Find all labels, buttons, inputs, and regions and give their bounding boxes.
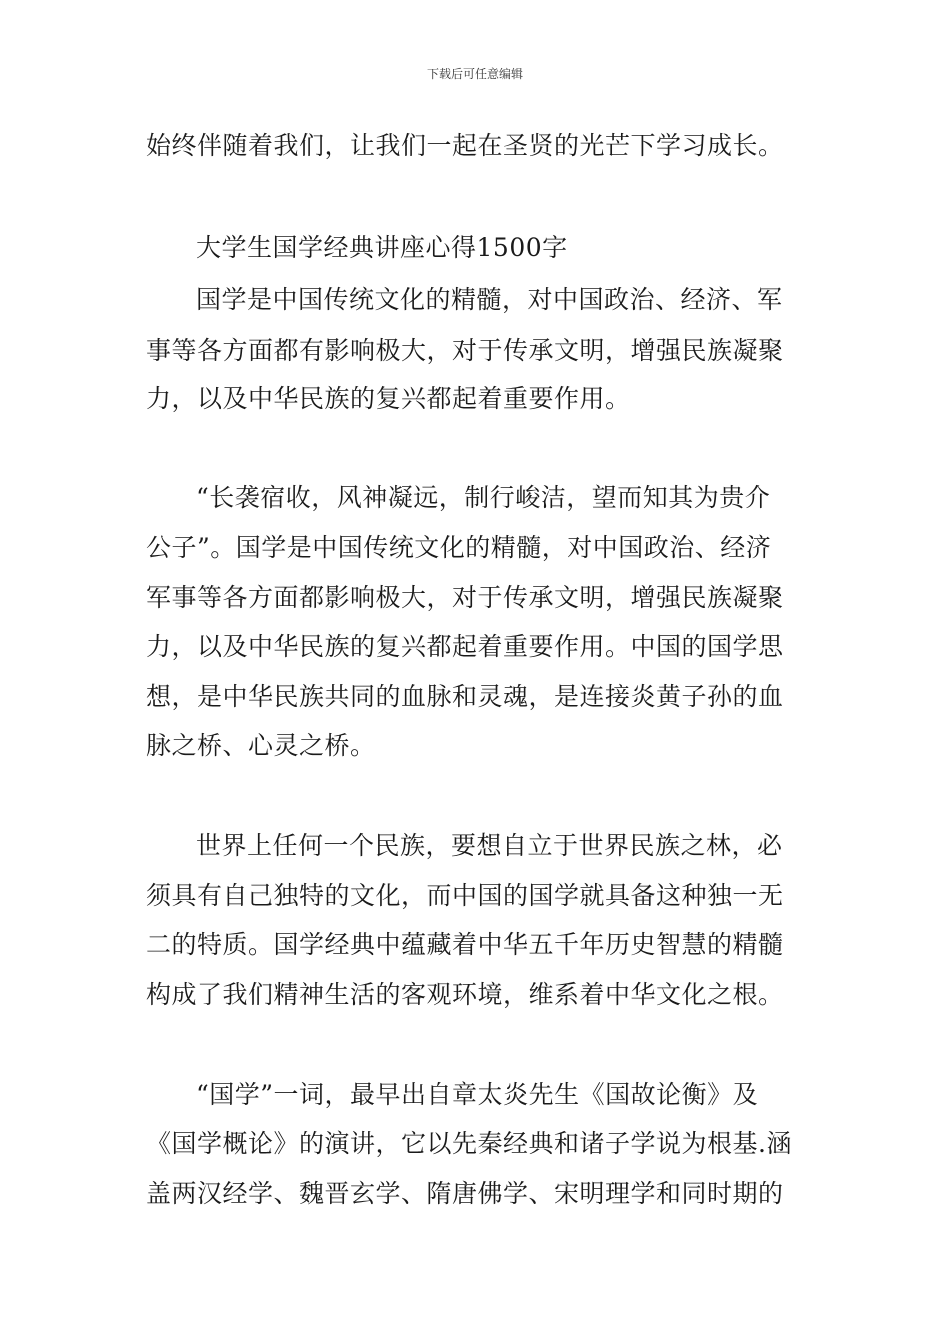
text-line: “长袭宿收，风神凝远，制行峻洁，望而知其为贵介: [196, 483, 771, 512]
text-line: 《国学概论》的演讲，它以先秦经典和诸子学说为根基.涵: [146, 1129, 792, 1158]
text-line: 世界上任何一个民族，要想自立于世界民族之林，必: [196, 831, 783, 860]
text-line: 国学是中国传统文化的精髓，对中国政治、经济、军: [196, 285, 783, 314]
text-line: 盖两汉经学、魏晋玄学、隋唐佛学、宋明理学和同时期的: [146, 1179, 784, 1208]
text-line: 二的特质。国学经典中蕴藏着中华五千年历史智慧的精髓: [146, 930, 784, 959]
text-line: 始终伴随着我们，让我们一起在圣贤的光芒下学习成长。: [146, 131, 784, 160]
text-line: 力，以及中华民族的复兴都起着重要作用。: [146, 384, 631, 413]
page-header: 下载后可任意编辑: [426, 67, 523, 81]
text-line: 事等各方面都有影响极大，对于传承文明，增强民族凝聚: [146, 336, 784, 365]
text-line: 想，是中华民族共同的血脉和灵魂，是连接炎黄子孙的血: [146, 682, 784, 711]
text-line: 公子”。国学是中国传统文化的精髓，对中国政治、经济: [146, 533, 772, 562]
text-line: 构成了我们精神生活的客观环境，维系着中华文化之根。: [146, 980, 784, 1009]
text-line: 力，以及中华民族的复兴都起着重要作用。中国的国学思: [146, 632, 784, 661]
text-line: 脉之桥、心灵之桥。: [146, 731, 376, 760]
text-line: 须具有自己独特的文化，而中国的国学就具备这种独一无: [146, 881, 784, 910]
text-line: “国学”一词，最早出自章太炎先生《国故论衡》及: [196, 1080, 759, 1109]
section-title: 大学生国学经典讲座心得1500字: [196, 233, 568, 262]
text-line: 军事等各方面都影响极大，对于传承文明，增强民族凝聚: [146, 583, 784, 612]
